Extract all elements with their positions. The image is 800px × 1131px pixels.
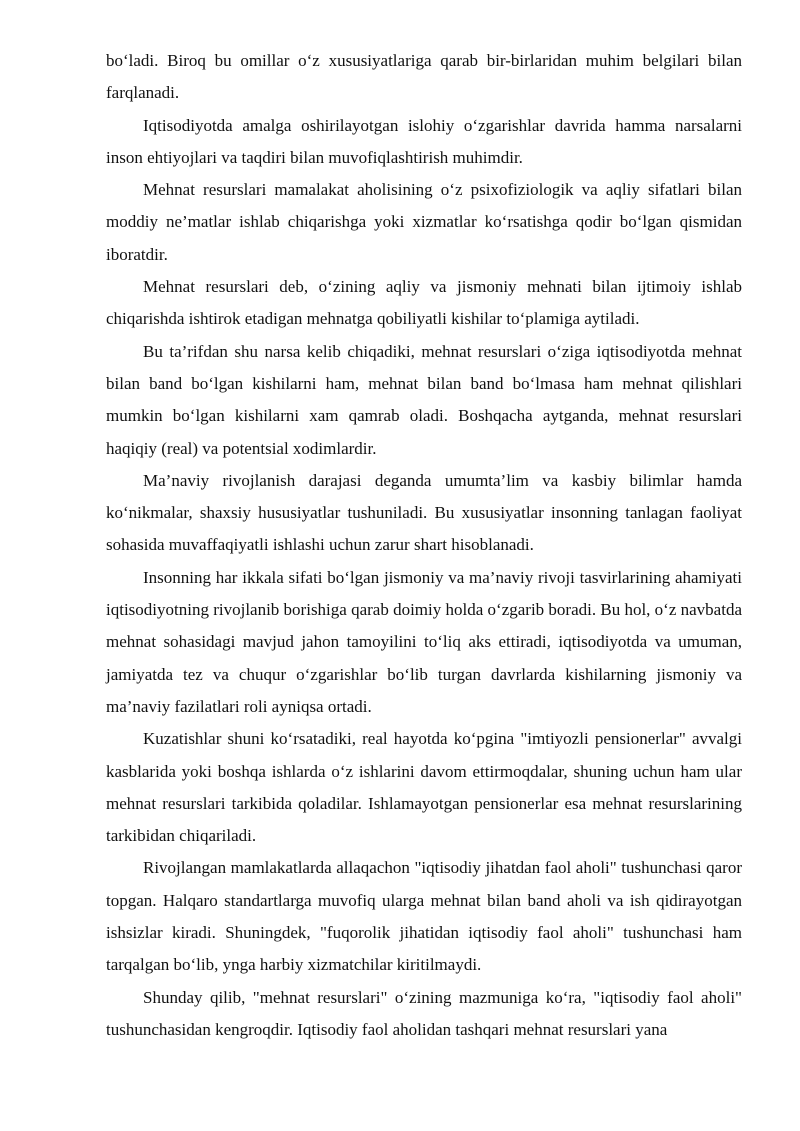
paragraph: Ma’naviy rivojlanish darajasi deganda umumta’lim va kasbiy bilimlar hamda ko‘nikmalar, shaxsiy hususiyatlar tushuniladi. Bu xususiyatlar insonning tanlagan faoliyat sohasida muvaffaqiyatli ishlashi uchun zarur shart hisoblanadi. [106,470,742,555]
document-page [106,45,742,1046]
paragraph: Insonning har ikkala sifati bo‘lgan jismoniy va ma’naviy rivoji tasvirlarining ahamiyati iqtisodiyotning rivojlanib borishiga qarab doimiy holda o‘zgarib boradi. Bu hol, o‘z navbatda mehnat sohasidagi mavjud jahon tamoyilini to‘liq aks ettiradi, iqtisodiyotda va umuman, jamiyatda tez va chuqur o‘zgarishlar bo‘lib turgan davrlarda kishilarning jismoniy va ma’naviy fazilatlari roli ayniqsa ortadi. [106,567,742,716]
paragraph: Iqtisodiyotda amalga oshirilayotgan islohiy o‘zgarishlar davrida hamma narsalarni inson ehtiyojlari va taqdiri bilan muvofiqlashtirish muhimdir. [106,115,742,167]
paragraph: Mehnat resurslari mamalakat aholisining o‘z psixofiziologik va aqliy sifatlari bilan moddiy ne’matlar ishlab chiqarishga yoki xizmatlar ko‘rsatishga qodir bo‘lgan qismidan iboratdir. [106,180,742,264]
paragraph: Bu ta’rifdan shu narsa kelib chiqadiki, mehnat resurslari o‘ziga iqtisodiyotda mehnat bilan band bo‘lgan kishilarni ham, mehnat bilan band bo‘lmasa ham mehnat qilishlari mumkin bo‘lgan kishilarni xam qamrab oladi. Boshqacha aytganda, mehnat resurslari haqiqiy (real) va potentsial xodimlardir. [106,341,742,458]
paragraph: Mehnat resurslari deb, o‘zining aqliy va jismoniy mehnati bilan ijtimoiy ishlab chiqarishda ishtirok etadigan mehnatga qobiliyatli kishilar to‘plamiga aytiladi. [106,277,742,329]
paragraph: Rivojlangan mamlakatlarda allaqachon "iqtisodiy jihatdan faol aholi" tushunchasi qaror topgan. Halqaro standartlarga muvofiq ularga mehnat bilan band aholi va ish qidirayotgan ishsizlar kiradi. Shuningdek, "fuqorolik jihatidan iqtisodiy faol aholi" tushunchasi ham tarqalgan bo‘lib, ynga harbiy xizmatchilar kiritilmaydi. [106,858,742,975]
paragraph-continuation: bo‘ladi. Biroq bu omillar o‘z xususiyatlariga qarab bir-birlaridan muhim belgilari bilan farqlanadi. [106,51,742,103]
paragraph: Kuzatishlar shuni ko‘rsatadiki, real hayotda ko‘pgina "imtiyozli pensionerlar" avvalgi kasblarida yoki boshqa ishlarda o‘z ishlarini davom ettirmoqdalar, shuning uchun ham ular mehnat resurslari tarkibida qoladilar. Ishlamayotgan pensionerlar esa mehnat resurslarining tarkibidan chiqariladi. [106,729,742,846]
paragraph: Shunday qilib, "mehnat resurslari" o‘zining mazmuniga ko‘ra, "iqtisodiy faol aholi" tushunchasidan kengroqdir. Iqtisodiy faol aholidan tashqari mehnat resurslari yana [106,987,742,1039]
